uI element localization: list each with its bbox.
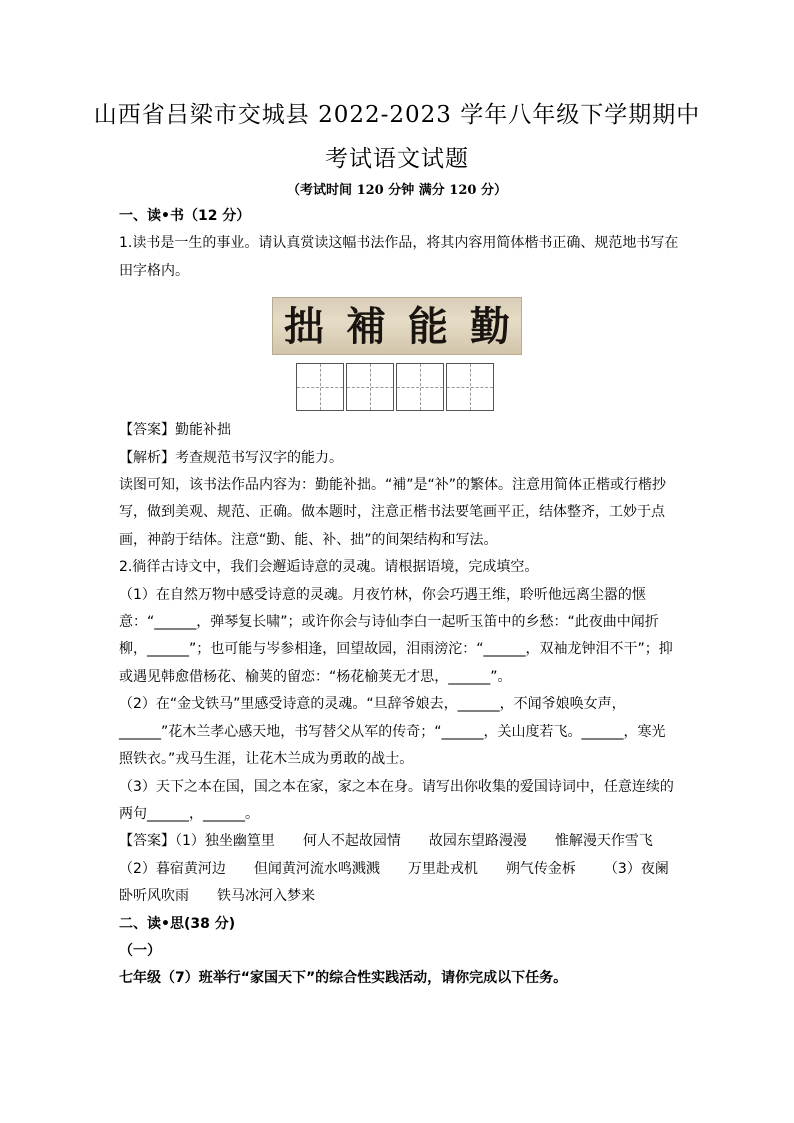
calligraphy-char: 勤 (470, 302, 510, 350)
section-2-heading: 二、读•思(38 分) (119, 915, 236, 932)
tianzige-grid (296, 363, 679, 411)
answer-item: （1）独坐幽篁里 (175, 833, 275, 850)
question-1-analysis-label: 【解析】考查规范书写汉字的能力。 (119, 449, 343, 466)
calligraphy-char: 拙 (284, 302, 324, 350)
question-1-analysis: 读图可知，该书法作品内容为：勤能补拙。“補”是“补”的繁体。注意用简体正楷或行楷抄写，做到美观、规范、正确。做本题时，注意正楷书法要笔画平正，结体整齐，工妙于点画，神韵于结体。注意“勤、能、补、拙”的间架结构和写法。 (119, 477, 667, 548)
answer-item: （3）夜阑卧听风吹雨 (119, 860, 669, 905)
question-2-answer (119, 828, 679, 910)
answer-item: 何人不起故园情 (302, 833, 401, 850)
tianzige-cell (346, 363, 394, 411)
document-body (119, 203, 679, 993)
exam-subtitle: （考试时间 120 分钟 满分 120 分） (287, 183, 507, 198)
title-line-2: 考试语文试题 (325, 146, 469, 172)
answer-label: 【答案】 (119, 833, 175, 850)
answer-item: 朔气传金柝 (505, 860, 576, 877)
section-1-heading: 一、读•书（12 分） (119, 208, 251, 224)
section-2-intro: 七年级（7）班举行“家国天下”的综合性实践活动，请你完成以下任务。 (119, 970, 568, 987)
question-2-text: 2.徜徉古诗文中，我们会邂逅诗意的灵魂。请根据语境，完成填空。 (119, 559, 539, 576)
answer-item: 惟解漫天作雪飞 (554, 833, 653, 850)
question-2-part-2: （2）在“金戈铁马”里感受诗意的灵魂。“旦辞爷娘去，______，不闻爷娘唤女声，______”花木兰孝心感天地，书写替父从军的传奇；“______，关山度若飞。______，寒光照铁衣。”戎马生涯，让花木兰成为勇敢的战士。 (119, 696, 666, 768)
answer-item: （2）暮宿黄河边 (119, 860, 226, 877)
answer-item: 但闻黄河流水鸣溅溅 (253, 860, 380, 877)
question-1-answer: 【答案】勤能补拙 (119, 422, 231, 439)
answer-item: 故园东望路漫漫 (428, 833, 527, 850)
tianzige-cell (396, 363, 444, 411)
tianzige-cell (296, 363, 344, 411)
tianzige-cell (446, 363, 494, 411)
question-2-part-3: （3）天下之本在国，国之本在家，家之本在身。请写出你收集的爱国诗词中，任意连续的两句______，______。 (119, 778, 674, 822)
section-2-sub: （一） (119, 942, 161, 959)
calligraphy-char: 補 (346, 302, 386, 350)
answer-item: 铁马冰河入梦来 (217, 888, 315, 905)
question-1-text: 1.读书是一生的事业。请认真赏读这幅书法作品，将其内容用简体楷书正确、规范地书写在田字格内。 (119, 235, 679, 279)
answer-item: 万里赴戎机 (407, 860, 478, 877)
calligraphy-image (272, 297, 522, 355)
title-line-1: 山西省吕梁市交城县 2022-2023 学年八年级下学期期中 (93, 102, 701, 128)
question-2-part-1: （1）在自然万物中感受诗意的灵魂。月夜竹林，你会巧遇王维，聆听他远离尘嚣的惬意：“______，弹琴复长啸”；或许你会与诗仙李白一起听玉笛中的乡愁：“此夜曲中闻折柳，______”；也可能与岑参相逢，回望故园，泪雨滂沱：“______，双袖龙钟泪不干”；抑或遇见韩愈借杨花、榆荚的留恋：“杨花榆荚无才思，______”。 (119, 586, 673, 685)
calligraphy-char: 能 (408, 302, 448, 350)
